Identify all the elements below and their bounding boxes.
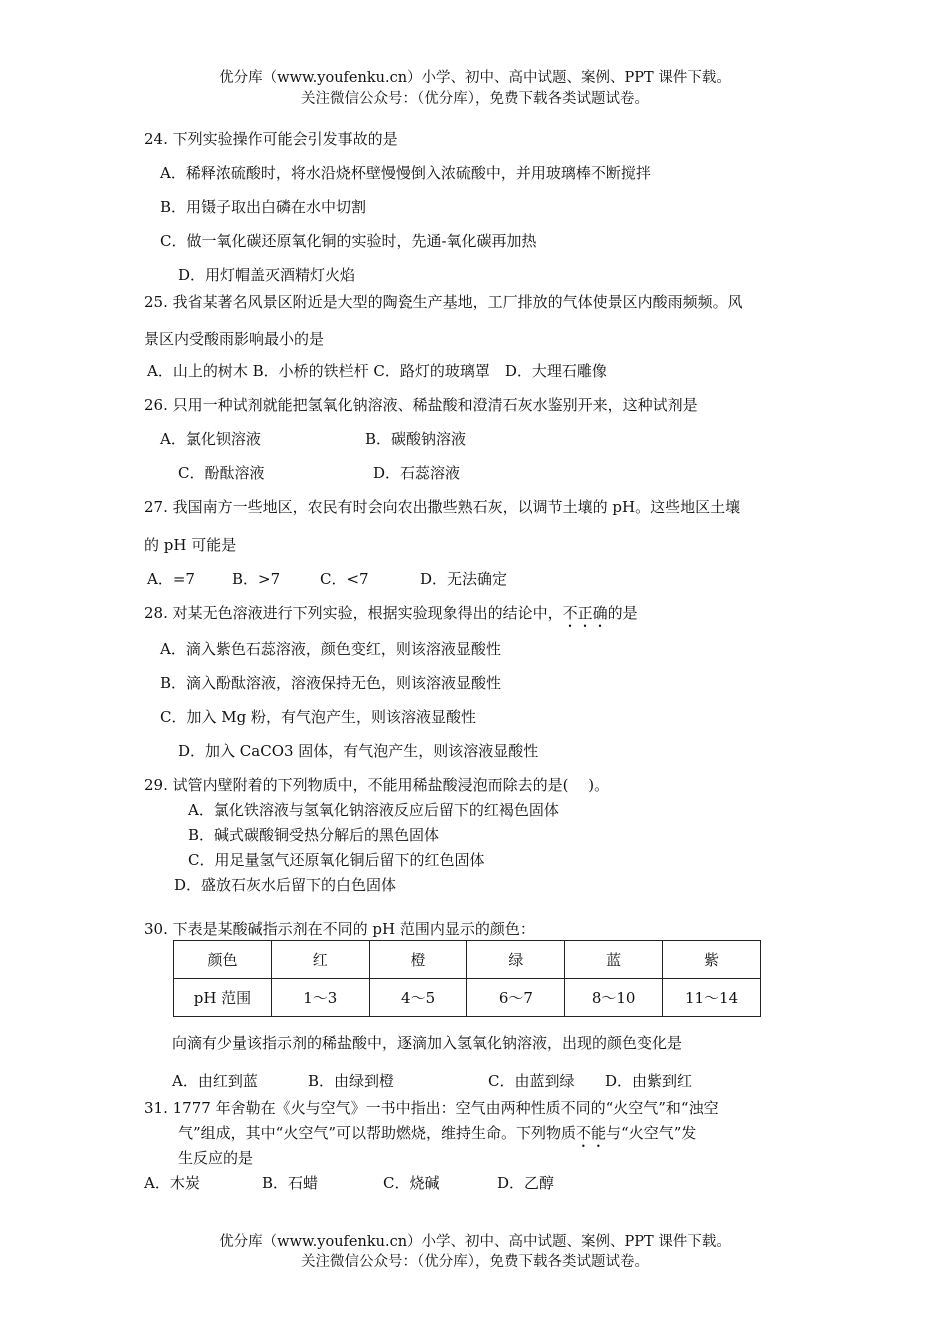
q28-stem-post: 的是 [607, 604, 638, 622]
q29-option-d: D．盛放石灰水后留下的白色固体 [174, 876, 397, 894]
q31-option-b: B．石蜡 [262, 1174, 319, 1192]
q29-option-c: C．用足量氢气还原氧化铜后留下的红色固体 [188, 851, 485, 869]
q25-stem-line1: 25. 我省某著名风景区附近是大型的陶瓷生产基地，工厂排放的气体使景区内酸雨频频。风 [144, 293, 743, 311]
table-cell: 4～5 [369, 979, 467, 1017]
q31-option-a: A．木炭 [144, 1174, 200, 1192]
q24-option-a: A．稀释浓硫酸时，将水沿烧杯壁慢慢倒入浓硫酸中，并用玻璃棒不断搅拌 [160, 164, 651, 182]
table-cell: 颜色 [174, 941, 272, 979]
table-cell: 11～14 [663, 979, 761, 1017]
q27-option-c: C．<7 [320, 570, 369, 588]
q28-stem [144, 602, 638, 631]
table-cell: 8～10 [565, 979, 663, 1017]
table-row-color [174, 941, 761, 979]
q27-stem-line1: 27. 我国南方一些地区，农民有时会向农出撒些熟石灰，以调节土壤的 pH。这些地区土壤 [144, 498, 741, 516]
q30-option-b: B．由绿到橙 [308, 1072, 395, 1090]
q26-option-c: C．酚酞溶液 [178, 464, 265, 482]
q30-follow-up: 向滴有少量该指示剂的稀盐酸中，逐滴加入氢氧化钠溶液，出现的颜色变化是 [172, 1034, 683, 1052]
table-cell: 紫 [663, 941, 761, 979]
table-cell: 绿 [467, 941, 565, 979]
q31-stem-emphasis: 不能 [576, 1124, 607, 1142]
q31-option-c: C．烧碱 [383, 1174, 440, 1192]
q28-option-b: B．滴入酚酞溶液，溶液保持无色，则该溶液显酸性 [160, 674, 502, 692]
q24-option-d: D．用灯帽盖灭酒精灯火焰 [178, 266, 356, 284]
q28-option-d: D．加入 CaCO3 固体，有气泡产生，则该溶液显酸性 [178, 742, 539, 760]
q27-option-b: B．>7 [232, 570, 281, 588]
table-cell: 6～7 [467, 979, 565, 1017]
q27-option-a: A．=7 [147, 570, 195, 588]
q26-stem: 26. 只用一种试剂就能把氢氧化钠溶液、稀盐酸和澄清石灰水鉴别开来，这种试剂是 [144, 396, 698, 414]
q28-stem-emphasis: 不正确 [562, 604, 608, 622]
table-cell: 1～3 [271, 979, 369, 1017]
q26-option-a: A．氯化钡溶液 [160, 430, 261, 448]
q29-option-a: A．氯化铁溶液与氢氧化钠溶液反应后留下的红褐色固体 [188, 801, 559, 819]
page-header-line1: 优分库（www.youfenku.cn）小学、初中、高中试题、案例、PPT 课件下载。 [219, 70, 731, 86]
q31-stem-line3: 生反应的是 [178, 1149, 254, 1167]
q31-option-d: D．乙醇 [497, 1174, 555, 1192]
q28-option-a: A．滴入紫色石蕊溶液，颜色变红，则该溶液显酸性 [160, 640, 501, 658]
table-cell: 红 [271, 941, 369, 979]
q28-option-c: C．加入 Mg 粉，有气泡产生，则该溶液显酸性 [160, 708, 476, 726]
q30-option-c: C．由蓝到绿 [488, 1072, 575, 1090]
table-cell: 蓝 [565, 941, 663, 979]
table-cell: 橙 [369, 941, 467, 979]
q29-option-b: B．碱式碳酸铜受热分解后的黑色固体 [188, 826, 440, 844]
ph-color-table [173, 940, 761, 1017]
q24-option-c: C．做一氧化碳还原氧化铜的实验时，先通-氧化碳再加热 [160, 232, 537, 250]
q24-stem: 24. 下列实验操作可能会引发事故的是 [144, 130, 398, 148]
q31-stem-pre: 气”组成，其中“火空气”可以帮助燃烧，维持生命。下列物质 [178, 1124, 577, 1142]
q24-option-b: B．用镊子取出白磷在水中切割 [160, 198, 367, 216]
table-row-ph [174, 979, 761, 1017]
q26-option-d: D．石蕊溶液 [373, 464, 461, 482]
q30-option-d: D．由紫到红 [605, 1072, 693, 1090]
q31-stem-post: 与“火空气”发 [606, 1124, 697, 1142]
page-footer-line1: 优分库（www.youfenku.cn）小学、初中、高中试题、案例、PPT 课件下载。 [219, 1234, 731, 1250]
q27-stem-line2: 的 pH 可能是 [144, 536, 237, 554]
q28-stem-pre: 28. 对某无色溶液进行下列实验，根据实验现象得出的结论中， [144, 604, 563, 622]
q31-stem-line1: 31. 1777 年舍勒在《火与空气》一书中指出：空气由两种性质不同的“火空气”和“浊空 [144, 1099, 719, 1117]
q30-stem: 30. 下表是某酸碱指示剂在不同的 pH 范围内显示的颜色： [144, 920, 535, 938]
q30-option-a: A．由红到蓝 [172, 1072, 258, 1090]
q26-option-b: B．碳酸钠溶液 [365, 430, 467, 448]
page-header-line2: 关注微信公众号：（优分库），免费下载各类试题试卷。 [301, 91, 649, 107]
table-cell: pH 范围 [174, 979, 272, 1017]
q27-option-d: D．无法确定 [420, 570, 508, 588]
q29-stem: 29. 试管内壁附着的下列物质中，不能用稀盐酸浸泡而除去的是( )。 [144, 776, 610, 794]
q25-stem-line2: 景区内受酸雨影响最小的是 [144, 330, 325, 348]
q31-stem-line2 [178, 1122, 696, 1151]
page-footer-line2: 关注微信公众号：（优分库），免费下载各类试题试卷。 [301, 1254, 649, 1270]
q25-options: A．山上的树木 B．小桥的铁栏杆 C．路灯的玻璃罩 D．大理石雕像 [147, 362, 607, 380]
